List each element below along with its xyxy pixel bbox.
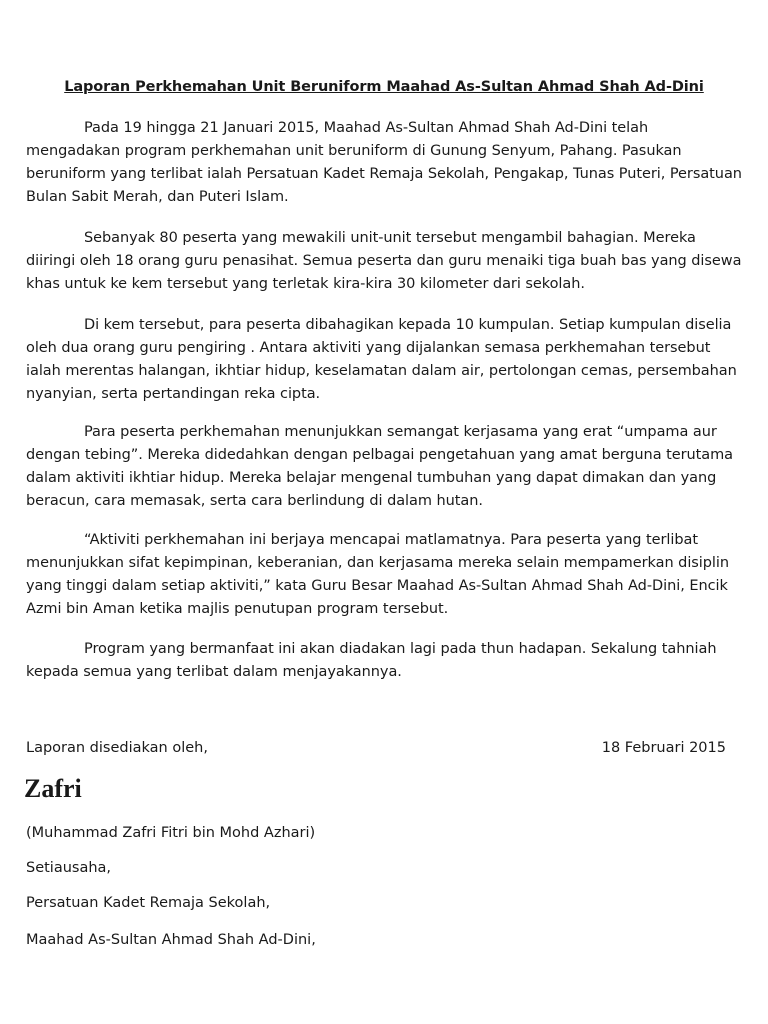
paragraph-1: Pada 19 hingga 21 Januari 2015, Maahad As-Sultan Ahmad Shah Ad-Dini telah mengadakan program perkhemahan unit beruniform di Gunung Senyum, Pahang. Pasukan beruniform yang terlibat ialah Persatuan Kadet Remaja Sekolah, Pengakap, Tunas Puteri, Persatuan Bulan Sabit Merah, dan Puteri Islam. [26,120,742,205]
paragraph-5: “Aktiviti perkhemahan ini berjaya mencapai matlamatnya. Para peserta yang terlibat menunjukkan sifat kepimpinan, keberanian, dan kerjasama mereka selain mempamerkan disiplin yang tinggi dalam setiap aktiviti,” kata Guru Besar Maahad As-Sultan Ahmad Shah Ad-Dini, Encik Azmi bin Aman ketika majlis penutupan program tersebut. [26,532,730,617]
signature: Zafri [24,774,82,803]
author-school: Maahad As-Sultan Ahmad Shah Ad-Dini, [26,932,316,948]
author-full-name: (Muhammad Zafri Fitri bin Mohd Azhari) [26,825,316,841]
paragraph-6: Program yang bermanfaat ini akan diadakan lagi pada thun hadapan. Sekalung tahniah kepada semua yang terlibat dalam menjayakannya. [26,641,717,680]
prepared-by-label: Laporan disediakan oleh, [26,740,208,756]
author-position: Setiausaha, [26,860,112,876]
paragraph-3: Di kem tersebut, para peserta dibahagikan kepada 10 kumpulan. Setiap kumpulan diselia oleh dua orang guru pengiring . Antara aktiviti yang dijalankan semasa perkhemahan tersebut ialah merentas halangan, ikhtiar hidup, keselamatan dalam air, pertolongan cemas, persembahan nyanyian, serta pertandingan reka cipta. [26,317,737,402]
author-organization: Persatuan Kadet Remaja Sekolah, [26,895,271,911]
paragraph-4: Para peserta perkhemahan menunjukkan semangat kerjasama yang erat “umpama aur dengan tebing”. Mereka didedahkan dengan pelbagai pengetahuan yang amat berguna terutama dalam aktiviti ikhtiar hidup. Mereka belajar mengenal tumbuhan yang dapat dimakan dan yang beracun, cara memasak, serta cara berlindung di dalam hutan. [26,424,734,509]
report-date: 18 Februari 2015 [601,740,726,756]
paragraph-2: Sebanyak 80 peserta yang mewakili unit-unit tersebut mengambil bahagian. Mereka diiringi oleh 18 orang guru penasihat. Semua peserta dan guru menaiki tiga buah bas yang disewa khas untuk ke kem tersebut yang terletak kira-kira 30 kilometer dari sekolah. [26,230,742,292]
report-title: Laporan Perkhemahan Unit Beruniform Maahad As-Sultan Ahmad Shah Ad-Dini [64,79,704,95]
